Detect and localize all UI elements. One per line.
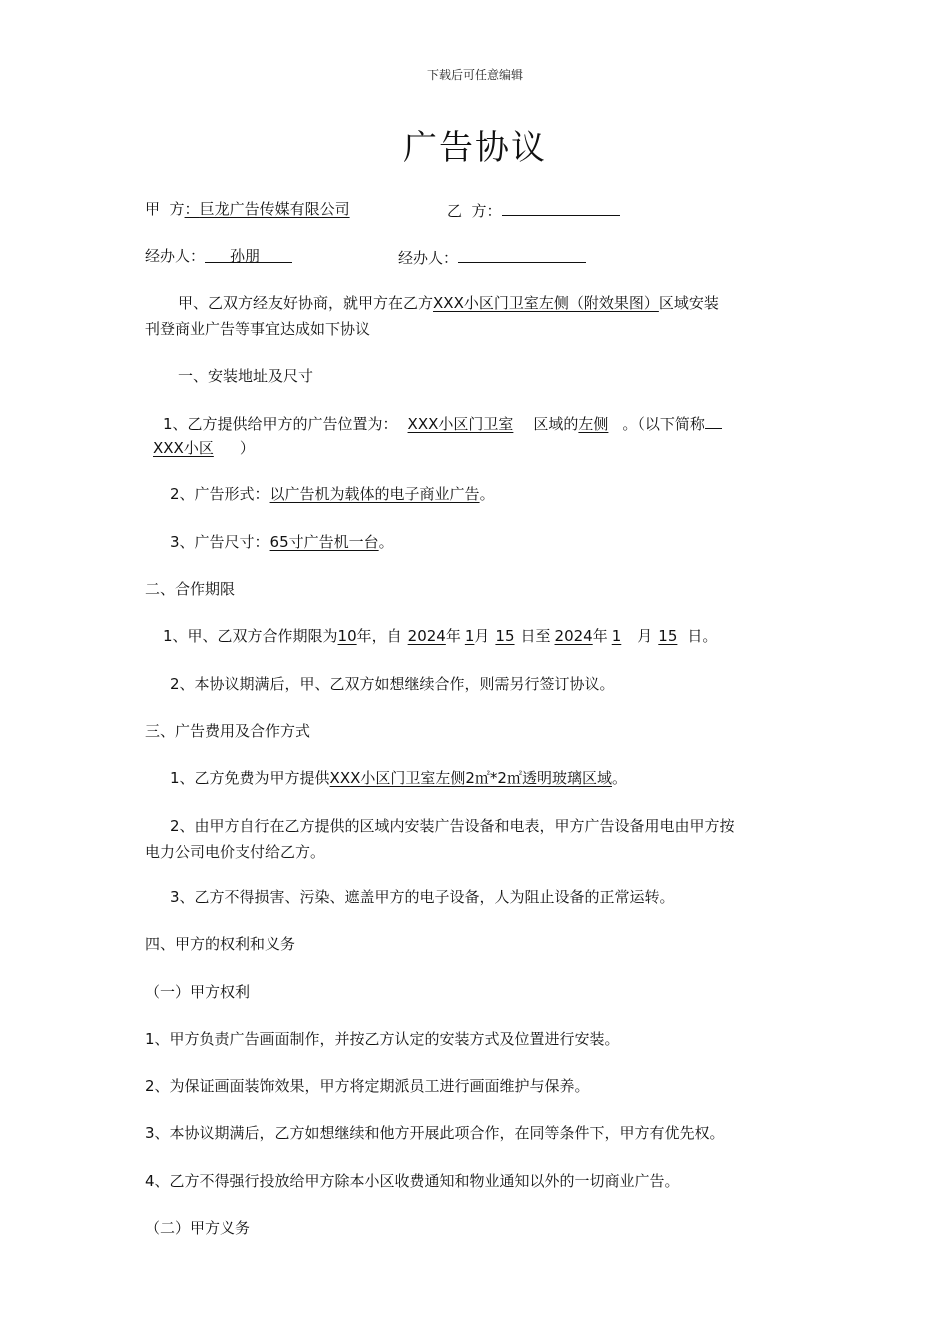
intro-location: XXX小区门卫室左侧（附效果图） (433, 294, 659, 312)
sec1-item-1-line-2 (145, 438, 255, 458)
header-note: 下载后可任意编辑 (426, 68, 523, 82)
rights-item: 2、为保证画面装饰效果，甲方将定期派员工进行画面维护与保养。 (145, 1077, 590, 1095)
agent-a-field (205, 246, 292, 263)
agent-a-value: 孙朋 (230, 247, 261, 265)
sec1-item-1-line-1 (163, 412, 722, 434)
short-name: XXX小区 (153, 439, 214, 457)
agent-a-label: 经办人： (145, 247, 206, 265)
sec3-item-1-text: 1、乙方免费为甲方提供 (170, 769, 330, 787)
sec1-item-3 (170, 532, 394, 552)
rights-item: 4、乙方不得强行投放给甲方除本小区收费通知和物业通知以外的一切商业广告。 (145, 1172, 680, 1190)
end-month: 1 (611, 627, 622, 645)
day-end: 日。 (687, 627, 718, 645)
sec2-item-1 (163, 626, 717, 646)
sec3-item-2-line-2: 电力公司电价支付给乙方。 (145, 843, 326, 861)
intro-line-1 (178, 293, 719, 313)
ad-form: 以广告机为载体的电子商业广告 (269, 485, 480, 503)
sec1-item-3-end: 。 (378, 533, 394, 551)
month-char-2: 月 (637, 627, 653, 645)
rights-item: 1、甲方负责广告画面制作，并按乙方认定的安装方式及位置进行安装。 (145, 1030, 620, 1048)
blank (705, 412, 722, 429)
year-char-2: 年 (592, 627, 608, 645)
start-day: 15 (495, 627, 515, 645)
sec2-item-2: 2、本协议期满后，甲、乙双方如想继续合作，则需另行签订协议。 (170, 675, 615, 693)
sec3-item-2-line-1: 2、由甲方自行在乙方提供的区域内安装广告设备和电表，甲方广告设备用电由甲方按 (170, 817, 735, 835)
party-a-sep: ： (184, 200, 200, 218)
start-month: 1 (464, 627, 475, 645)
sec1-item-2-end: 。 (479, 485, 495, 503)
sec1-item-2 (170, 484, 495, 504)
party-b-label: 乙 方： (447, 202, 502, 220)
intro-line-2: 刊登商业广告等事宜达成如下协议 (145, 320, 371, 338)
end-day: 15 (658, 627, 678, 645)
intro-text-end: 区域安装 (658, 294, 719, 312)
party-b-line (447, 199, 620, 221)
ad-size: 65寸广告机一台 (269, 533, 379, 551)
ad-side: 左侧 (578, 415, 609, 433)
sec3-item-3: 3、乙方不得损害、污染、遮盖甲方的电子设备，人为阻止设备的正常运转。 (170, 888, 675, 906)
ad-location: XXX小区门卫室 (407, 415, 514, 433)
agent-b-blank (458, 246, 586, 263)
start-year: 2024 (407, 627, 446, 645)
term-text: 1、甲、乙双方合作期限为 (163, 627, 338, 645)
sec1-item-1-text: 1、乙方提供给甲方的广告位置为： (163, 415, 398, 433)
intro-text: 甲、乙双方经友好协商，就甲方在乙方 (178, 294, 434, 312)
section-2-heading: 二、合作期限 (145, 580, 236, 598)
term-text-2: 年，自 (356, 627, 402, 645)
month-char: 月 (474, 627, 490, 645)
sec3-item-1-end: 。 (611, 769, 627, 787)
section-3-heading: 三、广告费用及合作方式 (145, 722, 311, 740)
party-a-value: 巨龙广告传媒有限公司 (199, 200, 350, 218)
rights-item: 3、本协议期满后，乙方如想继续和他方开展此项合作，在同等条件下，甲方有优先权。 (145, 1124, 725, 1142)
sec1-item-1-text-3: 。（以下简称 (622, 415, 705, 433)
party-a-line (145, 199, 350, 219)
sec4-subheading-rights: （一）甲方权利 (145, 983, 251, 1001)
section-1-heading: 一、安装地址及尺寸 (178, 367, 314, 385)
sec3-item-1 (170, 768, 627, 788)
sec1-item-2-label: 2、广告形式： (170, 485, 270, 503)
party-a-label: 甲 方 (145, 200, 185, 218)
section-4-heading: 四、甲方的权利和义务 (145, 935, 296, 953)
agent-a-line (145, 246, 292, 266)
sec1-item-3-label: 3、广告尺寸： (170, 533, 270, 551)
end-year: 2024 (554, 627, 593, 645)
sec1-item-1-close: ） (239, 439, 255, 457)
sec4-subheading-duties: （二）甲方义务 (145, 1219, 251, 1237)
glass-area: XXX小区门卫室左侧2㎡*2㎡透明玻璃区域 (329, 769, 612, 787)
term-years: 10 (337, 627, 357, 645)
year-char: 年 (445, 627, 461, 645)
document-title: 广告协议 (403, 128, 547, 168)
to-text: 日至 (520, 627, 551, 645)
agent-b-label: 经办人： (398, 249, 459, 267)
sec1-item-1-text-2: 区域的 (533, 415, 579, 433)
party-b-blank (502, 199, 620, 216)
agent-b-line (398, 246, 586, 268)
